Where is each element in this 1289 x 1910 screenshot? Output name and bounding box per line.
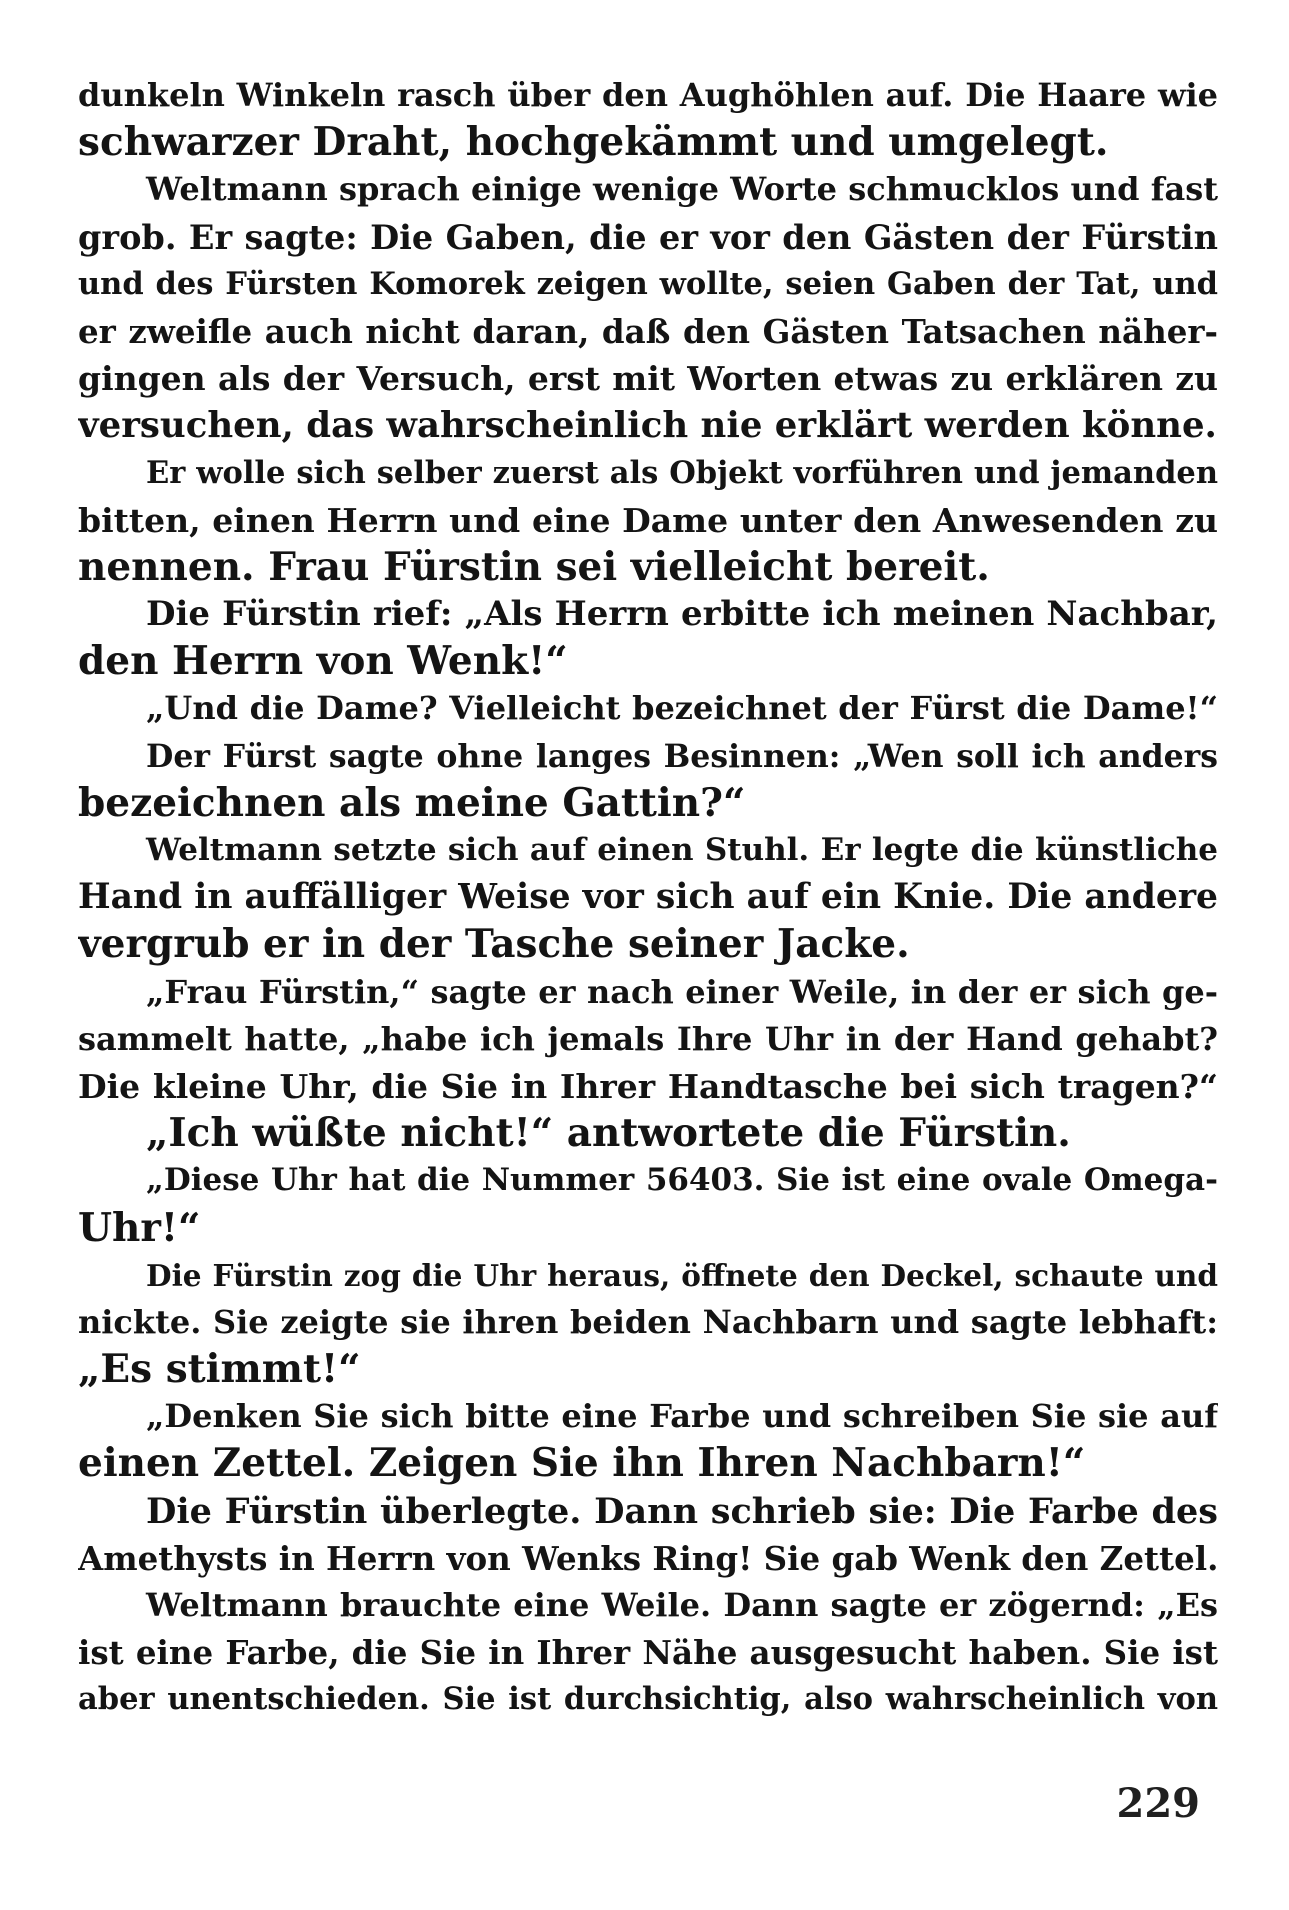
text-line: grob. Er sagte: Die Gaben, die er vor den Gästen der Fürstin	[78, 217, 1218, 257]
page-number: 229	[1116, 1780, 1200, 1827]
body-text	[78, 72, 1218, 1724]
text-line: „Denken Sie sich bitte eine Farbe und schreiben Sie sie auf	[146, 1397, 1218, 1436]
text-line: Die Fürstin rief: „Als Herrn erbitte ich meinen Nachbar,	[146, 594, 1218, 635]
text-line: Weltmann sprach einige wenige Worte schmucklos und fast	[146, 170, 1218, 209]
text-line: sammelt hatte, „habe ich jemals Ihre Uhr in der Hand gehabt?	[78, 1019, 1218, 1058]
text-line: „Ich wüßte nicht!“ antwortete die Fürstin.	[146, 1110, 1071, 1157]
text-line: „Frau Fürstin,“ sagte er nach einer Weile, in der er sich ge-	[146, 972, 1218, 1011]
text-line: Hand in auffälliger Weise vor sich auf ein Knie. Die andere	[78, 877, 1218, 918]
text-line: einen Zettel. Zeigen Sie ihn Ihren Nachbarn!“	[78, 1440, 1086, 1487]
text-line: versuchen, das wahrscheinlich nie erklärt werden könne.	[78, 405, 1217, 447]
text-line: aber unentschieden. Sie ist durchsichtig, also wahrscheinlich von	[78, 1681, 1218, 1718]
text-line: „Es stimmt!“	[78, 1346, 361, 1393]
text-line: Weltmann setzte sich auf einen Stuhl. Er legte die künstliche	[146, 832, 1218, 868]
text-line: Weltmann brauchte eine Weile. Dann sagte er zögernd: „Es	[146, 1586, 1218, 1624]
text-line: ist eine Farbe, die Sie in Ihrer Nähe ausgesucht haben. Sie ist	[78, 1633, 1218, 1673]
text-line: bezeichnen als meine Gattin?“	[78, 779, 746, 826]
text-line: Der Fürst sagte ohne langes Besinnen: „Wen soll ich anders	[146, 737, 1218, 775]
text-line: nennen. Frau Fürstin sei vielleicht bereit.	[78, 543, 990, 590]
text-line: nickte. Sie zeigte sie ihren beiden Nachbarn und sagte lebhaft:	[78, 1302, 1218, 1341]
text-line: er zweifle auch nicht daran, daß den Gästen Tatsachen näher-	[78, 311, 1218, 351]
text-line: schwarzer Draht, hochgekämmt und umgelegt.	[78, 119, 1109, 166]
text-line: Uhr!“	[78, 1204, 201, 1251]
text-line: vergrub er in der Tasche seiner Jacke.	[78, 921, 910, 968]
text-line: Amethysts in Herrn von Wenks Ring! Sie gab Wenk den Zettel.	[78, 1538, 1218, 1578]
text-line: Er wolle sich selber zuerst als Objekt vorführen und jemanden	[146, 454, 1218, 491]
text-line: gingen als der Versuch, erst mit Worten etwas zu erklären zu	[78, 359, 1218, 399]
text-line: „Diese Uhr hat die Nummer 56403. Sie ist eine ovale Omega-	[146, 1162, 1218, 1199]
text-line: den Herrn von Wenk!“	[78, 638, 568, 685]
text-line: Die Fürstin überlegte. Dann schrieb sie: Die Farbe des	[146, 1490, 1218, 1532]
text-line: bitten, einen Herrn und eine Dame unter den Anwesenden zu	[78, 500, 1218, 540]
text-line: und des Fürsten Komorek zeigen wollte, seien Gaben der Tat, und	[78, 265, 1218, 302]
text-line: Die kleine Uhr, die Sie in Ihrer Handtasche bei sich tragen?“	[78, 1066, 1218, 1106]
text-line: dunkeln Winkeln rasch über den Aughöhlen auf. Die Haare wie	[78, 76, 1218, 114]
text-line: Die Fürstin zog die Uhr heraus, öffnete den Deckel, schaute und	[146, 1257, 1218, 1293]
text-line: „Und die Dame? Vielleicht bezeichnet der Fürst die Dame!“	[146, 689, 1218, 728]
